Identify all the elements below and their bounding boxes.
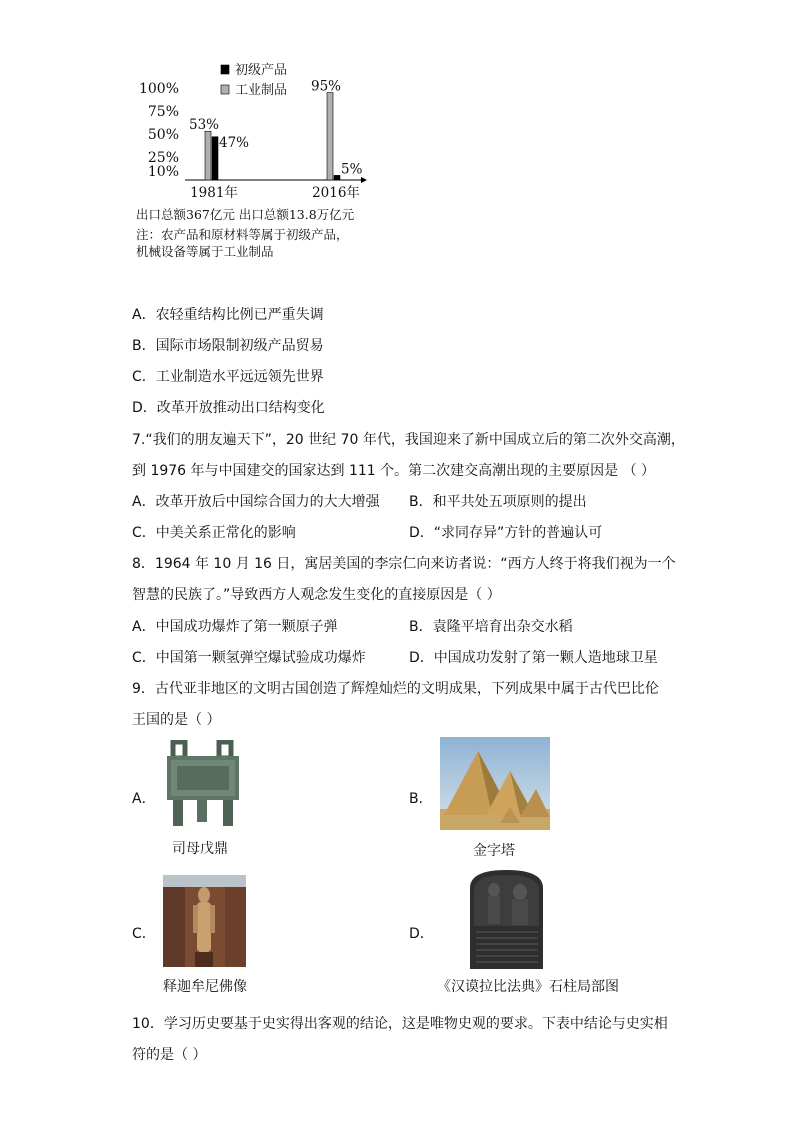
q8-option-c[interactable]: C．中国第一颗氢弹空爆试验成功爆炸 [132, 650, 366, 666]
bar-primary [212, 137, 218, 180]
y-tick-label: 50% [147, 127, 179, 143]
data-label: 53% [189, 117, 220, 134]
q9-option-b-label[interactable]: B． [409, 791, 433, 807]
q9-stem-line2: 王国的是（ ） [132, 712, 221, 728]
q6-option-c[interactable]: C．工业制造水平远远领先世界 [132, 369, 324, 385]
q6-option-b[interactable]: B．国际市场限制初级产品贸易 [132, 338, 324, 354]
export-totals-note: 出口总额367亿元 出口总额13.8万亿元 [136, 207, 355, 222]
q9-caption-d: 《汉谟拉比法典》石柱局部图 [437, 979, 619, 995]
q8-option-d[interactable]: D．中国成功发射了第一颗人造地球卫星 [409, 650, 658, 666]
q10-stem-line2: 符的是（ ） [132, 1047, 207, 1063]
x-tick-label: 1981年 [190, 185, 238, 201]
legend-swatch [221, 65, 229, 74]
q9-option-c-label[interactable]: C． [132, 926, 156, 942]
chart-footnote-1: 注：农产品和原材料等属于初级产品， [136, 227, 349, 242]
q8-option-a[interactable]: A．中国成功爆炸了第一颗原子弹 [132, 619, 338, 635]
q9-option-a-label[interactable]: A． [132, 791, 156, 807]
q9-caption-a: 司母戊鼎 [172, 841, 228, 857]
q7-stem-line1: 7.“我们的朋友遍天下”，20 世纪 70 年代，我国迎来了新中国成立后的第二次外交高潮， [132, 432, 685, 448]
y-tick-label: 25% [147, 150, 179, 166]
y-tick-label: 10% [147, 163, 179, 180]
x-tick-label: 2016年 [312, 185, 360, 201]
export-structure-chart [135, 62, 395, 207]
q9-stem-line1: 9．古代亚非地区的文明古国创造了辉煌灿烂的文明成果，下列成果中属于古代巴比伦 [132, 681, 659, 697]
q8-stem-line2: 智慧的民族了。”导致西方人观念发生变化的直接原因是（ ） [132, 587, 501, 603]
q10-stem-line1: 10．学习历史要基于史实得出客观的结论，这是唯物史观的要求。下表中结论与史实相 [132, 1016, 668, 1032]
y-tick-label: 75% [147, 104, 179, 120]
chart-footnote-2: 机械设备等属于工业制品 [136, 244, 274, 259]
legend-label: 工业制品 [235, 83, 288, 98]
y-tick-label: 100% [138, 81, 179, 97]
q8-stem-line1: 8．1964 年 10 月 16 日，寓居美国的李宗仁向来访者说：“西方人终于将我们视为一个 [132, 556, 676, 572]
data-label: 5% [341, 161, 363, 178]
q7-option-b[interactable]: B．和平共处五项原则的提出 [409, 494, 587, 510]
q9-caption-b: 金字塔 [473, 843, 515, 859]
buddha-statue-image[interactable] [163, 875, 246, 967]
x-axis-arrow [361, 177, 367, 183]
data-label: 47% [219, 134, 250, 151]
q6-option-a[interactable]: A．农轻重结构比例已严重失调 [132, 307, 324, 323]
bar-industrial [327, 93, 333, 180]
simuwu-ding-image[interactable] [163, 740, 243, 830]
legend-swatch [221, 85, 229, 94]
hammurabi-stele-image[interactable] [460, 866, 553, 969]
data-label: 95% [311, 78, 342, 95]
bar-industrial [205, 131, 211, 180]
q9-caption-c: 释迦牟尼佛像 [163, 979, 247, 995]
bar-primary [334, 175, 340, 180]
q9-option-d-label[interactable]: D． [409, 926, 434, 942]
q7-option-c[interactable]: C．中美关系正常化的影响 [132, 525, 296, 541]
q6-option-d[interactable]: D．改革开放推动出口结构变化 [132, 400, 325, 416]
legend-label: 初级产品 [235, 63, 288, 78]
q8-option-b[interactable]: B．袁隆平培育出杂交水稻 [409, 619, 573, 635]
q7-option-d[interactable]: D．“求同存异”方针的普遍认可 [409, 525, 603, 541]
pyramids-image[interactable] [440, 737, 550, 830]
q7-option-a[interactable]: A．改革开放后中国综合国力的大大增强 [132, 494, 380, 510]
q7-stem-line2: 到 1976 年与中国建交的国家达到 111 个。第二次建交高潮出现的主要原因是 （ ） [132, 463, 656, 479]
